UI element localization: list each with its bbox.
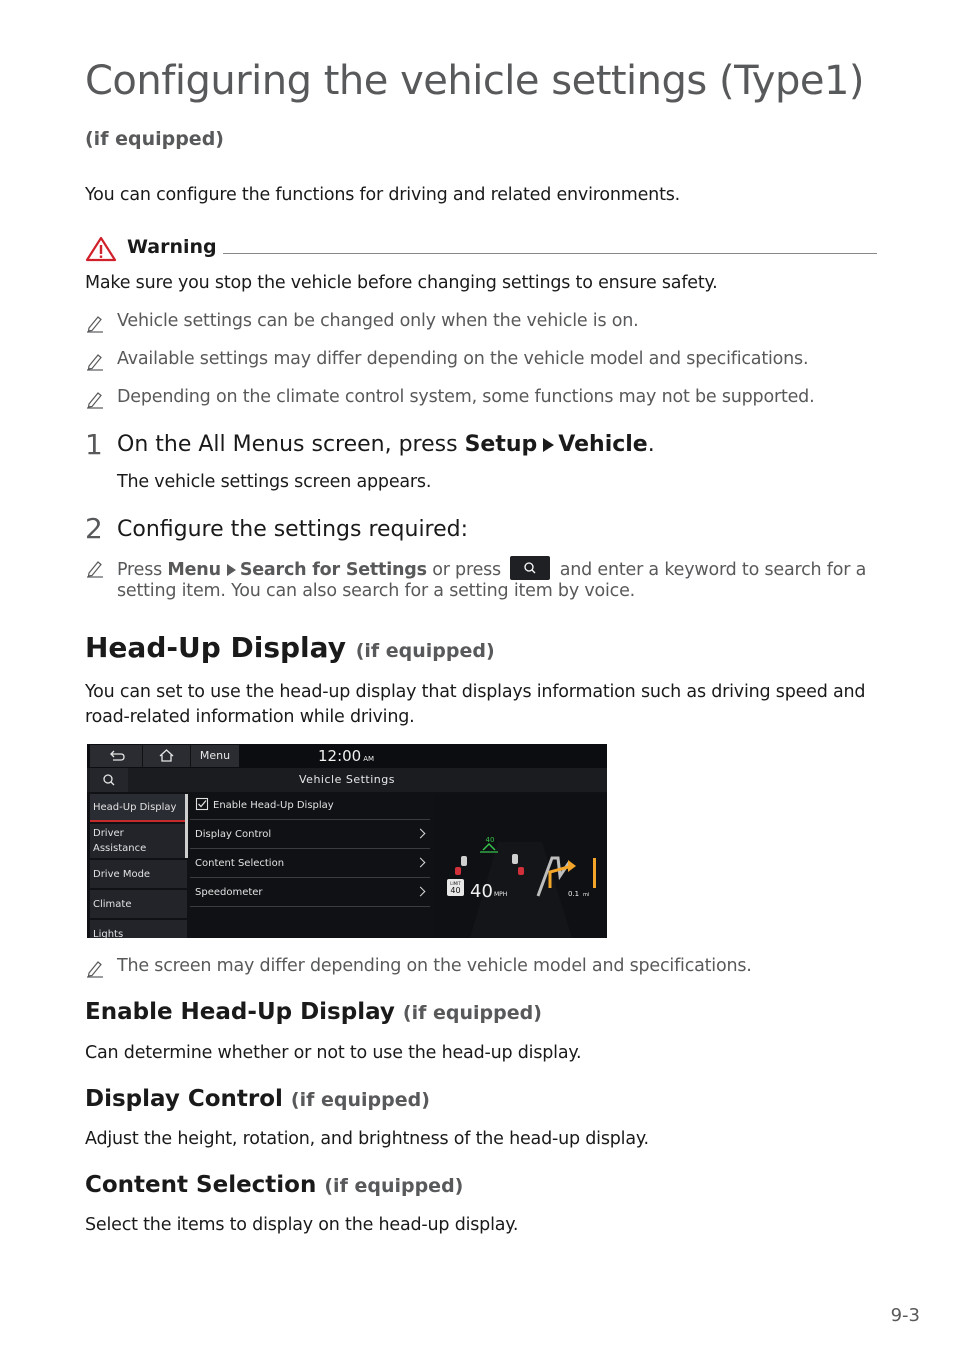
screen-clock: [318, 747, 374, 765]
step-2-note-after: and enter a keyword to search for a: [554, 560, 867, 580]
list-item-speedometer-label: Speedometer: [195, 887, 263, 898]
side-menu-driver-line1: Driver: [93, 828, 124, 839]
section-heading-content-selection: [85, 1172, 463, 1198]
distance-bar: [593, 858, 596, 888]
section-heading-enable-note: (if equipped): [402, 1002, 542, 1024]
screen-side-menu: [90, 794, 187, 938]
side-menu-lights[interactable]: Lights: [90, 920, 187, 938]
home-button[interactable]: [142, 745, 190, 767]
screen-title: Vehicle Settings: [299, 773, 395, 786]
vehicle-settings-screenshot: [87, 744, 607, 938]
hud-speed: 40: [470, 881, 493, 902]
note-2: Available settings may differ depending on the vehicle model and specifications.: [117, 349, 809, 369]
hud-distance: 0.1: [568, 890, 580, 898]
chevron-right-icon: [416, 829, 426, 839]
list-item-enable-hud[interactable]: [190, 792, 430, 820]
note-pencil-icon: [85, 351, 105, 371]
note-3: Depending on the climate control system, some functions may not be supported.: [117, 387, 815, 407]
warning-divider: [223, 253, 877, 254]
search-icon: [510, 556, 550, 580]
step-1-number: 1: [85, 428, 103, 461]
list-item-content-selection[interactable]: [190, 850, 430, 878]
section-heading-content-title: Content Selection: [85, 1172, 317, 1198]
arrow-right-icon: [227, 564, 236, 576]
warning-label: Warning: [127, 236, 217, 258]
step-2-note-press: Press: [117, 560, 168, 580]
step-2-note-or: or press: [426, 560, 507, 580]
step-1-result: The vehicle settings screen appears.: [117, 472, 432, 492]
hud-speed-unit: MPH: [494, 891, 508, 898]
list-item-display-control-label: Display Control: [195, 829, 272, 840]
page-number: 9-3: [890, 1305, 920, 1326]
note-pencil-icon: [85, 558, 105, 578]
side-menu-climate[interactable]: Climate: [90, 890, 187, 918]
step-1-vehicle: Vehicle: [558, 432, 648, 457]
side-menu-drive-mode[interactable]: Drive Mode: [90, 860, 187, 888]
display-control-desc: Adjust the height, rotation, and brightness of the head-up display.: [85, 1129, 649, 1149]
list-item-speedometer[interactable]: [190, 879, 430, 907]
note-pencil-icon: [85, 958, 105, 978]
step-1-setup: Setup: [464, 432, 538, 457]
clock-time: 12:00: [318, 747, 362, 765]
chevron-right-icon: [416, 858, 426, 868]
warning-icon: [85, 236, 117, 262]
hud-preview-graphic: [434, 794, 607, 938]
list-item-content-selection-label: Content Selection: [195, 858, 285, 869]
page-title: Configuring the vehicle settings (Type1): [85, 58, 865, 104]
content-selection-desc: Select the items to display on the head-up display.: [85, 1215, 519, 1235]
section-heading-hud-note: (if equipped): [355, 640, 495, 662]
step-2-note-line2: setting item. You can also search for a setting item by voice.: [117, 581, 636, 601]
home-icon: [143, 745, 190, 767]
side-menu-head-up-display[interactable]: Head-Up Display: [90, 794, 187, 822]
hud-desc-line1: You can set to use the head-up display that displays information such as driving speed and: [85, 682, 866, 702]
warning-text: Make sure you stop the vehicle before changing settings to ensure safety.: [85, 273, 718, 293]
back-button[interactable]: [90, 745, 142, 767]
step-2-note: [117, 556, 866, 580]
step-2-number: 2: [85, 512, 103, 545]
search-button-chip: [510, 556, 550, 580]
menu-button[interactable]: Menu: [190, 745, 239, 767]
note-pencil-icon: [85, 313, 105, 333]
enable-desc: Can determine whether or not to use the head-up display.: [85, 1043, 582, 1063]
side-menu-driver-line2: Assistance: [93, 843, 147, 854]
warning-header: [85, 236, 877, 262]
section-heading-hud-title: Head-Up Display: [85, 631, 346, 664]
hud-distance-unit: mi: [583, 892, 590, 898]
page-title-note: (if equipped): [85, 128, 224, 150]
chevron-right-icon: [416, 887, 426, 897]
section-heading-display-title: Display Control: [85, 1086, 283, 1112]
step-1-text: [117, 432, 655, 457]
speed-limit-word: LIMIT: [450, 881, 461, 886]
arrow-right-icon: [543, 438, 554, 452]
list-item-display-control[interactable]: [190, 821, 430, 849]
clock-suffix: AM: [363, 755, 375, 763]
section-heading-content-note: (if equipped): [324, 1175, 464, 1197]
step-1-prefix: On the All Menus screen, press: [117, 432, 465, 457]
speed-limit-value: 40: [450, 886, 461, 895]
checkbox-checked-icon[interactable]: [195, 797, 209, 811]
lane-assist-icon: [480, 844, 498, 852]
section-heading-display-note: (if equipped): [290, 1089, 430, 1111]
intro-text: You can configure the functions for driving and related environments.: [85, 185, 681, 205]
section-heading-enable: [85, 999, 542, 1025]
section-heading-enable-title: Enable Head-Up Display: [85, 999, 395, 1025]
screen-note: The screen may differ depending on the vehicle model and specifications.: [117, 956, 752, 976]
hud-desc-line2: road-related information while driving.: [85, 707, 415, 727]
hud-preview: [434, 794, 607, 938]
note-1: Vehicle settings can be changed only when the vehicle is on.: [117, 311, 639, 331]
section-heading-display-control: [85, 1086, 430, 1112]
section-heading-hud: [85, 631, 495, 664]
step-2-note-menu: Menu: [167, 560, 221, 580]
step-2-note-search: Search for Settings: [239, 560, 427, 580]
back-icon: [90, 745, 142, 767]
hud-sign-top: 40: [485, 836, 495, 844]
step-1-suffix: .: [647, 432, 655, 457]
note-pencil-icon: [85, 389, 105, 409]
side-menu-driver-assistance[interactable]: [90, 824, 187, 858]
list-item-enable-hud-label: Enable Head-Up Display: [213, 800, 334, 811]
step-2-text: Configure the settings required:: [117, 517, 469, 542]
side-menu-scrollbar[interactable]: [185, 794, 188, 858]
